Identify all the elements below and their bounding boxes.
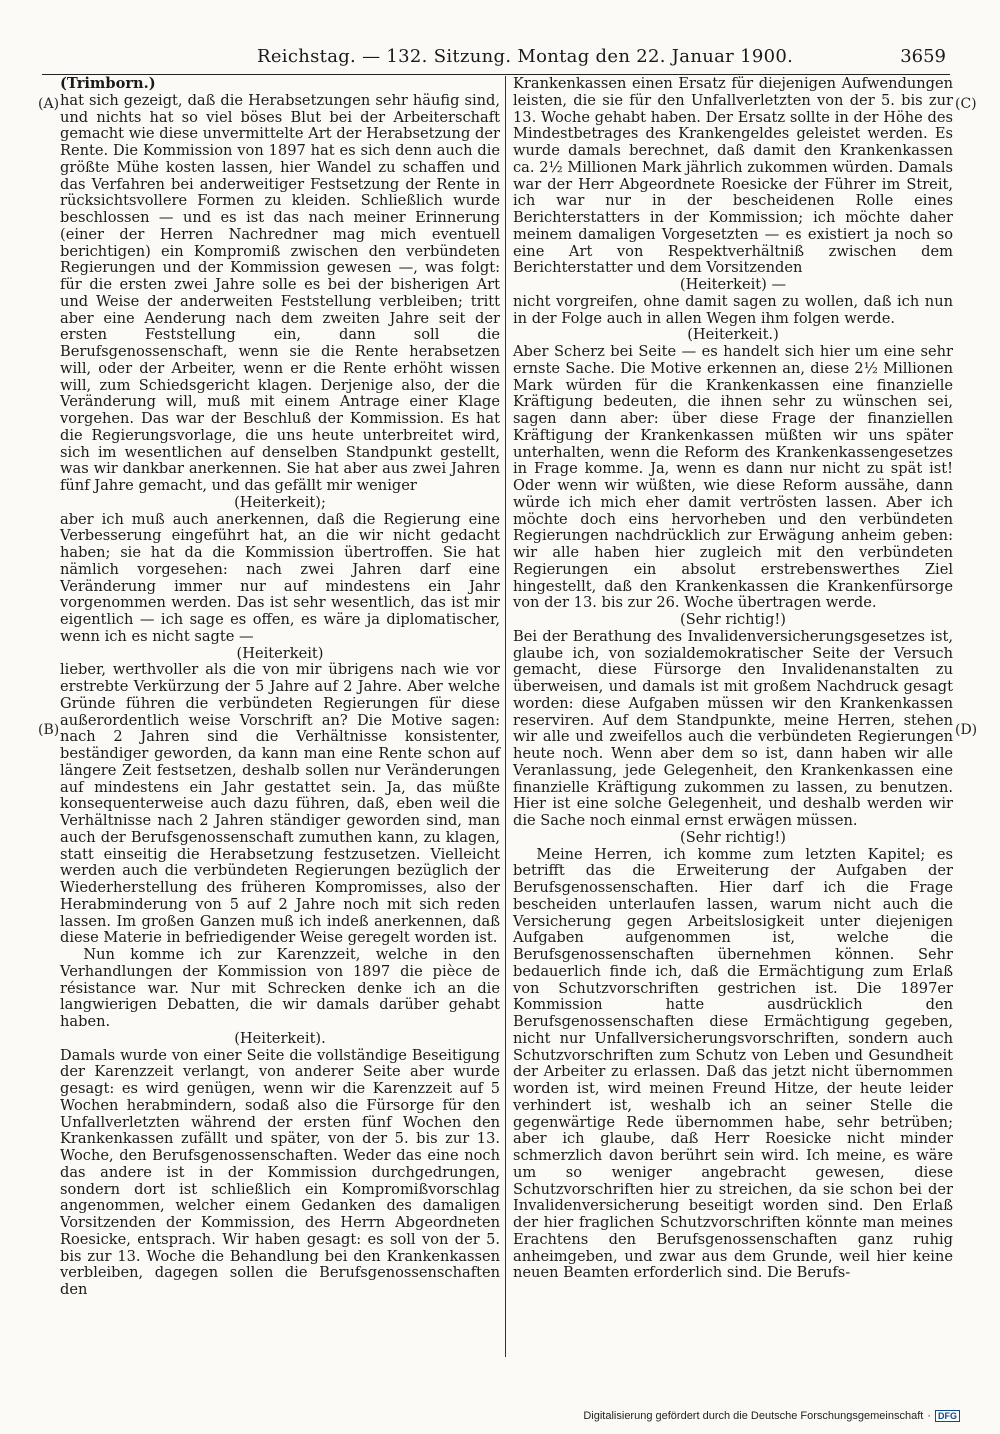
paragraph: Nun komme ich zur Karenzzeit, welche in den Verhandlungen der Kommission von 1897 die pièce de résistance war. Nur mit Schrecken denke ich an die langwierigen Debatten, die wir damals darüber gehabt haben.	[60, 946, 500, 1030]
interjection: (Sehr richtig!)	[680, 611, 786, 628]
page-number: 3659	[900, 46, 946, 67]
margin-marker-d: (D)	[955, 722, 978, 738]
interjection: (Heiterkeit.)	[687, 326, 779, 344]
paragraph: lieber, werthvoller als die von mir übrigens nach wie vor erstrebte Verkürzung der 5 Jahre auf 2 Jahre. Aber welche Gründe führen die verbündeten Regierungen für diese außerordentlich weise Vorschrift an? Die Motive sagen: nach 2 Jahren sind die Verhältnisse konsistenter, beständiger geworden, da kann man eine Rente schon auf längere Zeit festsetzen, deshalb sollen nur Veränderungen auf mindestens ein Jahr gestattet sein. Ja, das müßte konsequenterweise auch dazu führen, daß, eben weil die Verhältnisse nach 2 Jahren ständiger geworden sind, man auch der Berufsgenossenschaft zumuthen kann, zu klagen, statt einseitig die Herabsetzung festzusetzen. Vielleicht werden auch die verbündeten Regierungen bezüglich der Wiederherstellung des früheren Kompromisses, also der Herabminderung von 5 auf 2 Jahre noch mit sich reden lassen. Im großen Ganzen muß ich indeß anerkennen, daß diese Materie in befriedigender Weise geregelt worden ist.	[60, 661, 500, 947]
paragraph: Bei der Berathung des Invalidenversicherungsgesetzes ist, glaube ich, von sozialdemokratischer Seite der Versuch gemacht, diese Fürsorge den Invalidenanstalten zu überweisen, und damals ist mit großem Nachdruck gesagt worden: diese Aufgaben müssen wir den Krankenkassen reserviren. Auf dem Standpunkte, meine Herren, stehen wir alle und zweifellos auch die verbündeten Regierungen heute noch. Wenn aber dem so ist, dann haben wir alle Veranlassung, jede Gelegenheit, den Krankenkassen eine finanzielle Kräftigung zukommen zu lassen, zu benutzen. Hier ist eine solche Gelegenheit, und deshalb werden wir die Sache noch einmal ernst erwägen müssen.	[513, 627, 953, 829]
speaker-name: (Trimborn.)	[60, 75, 156, 92]
paragraph: aber ich muß auch anerkennen, daß die Regierung eine Verbesserung eingeführt hat, an die wir nicht gedacht haben; sie hat da die Kommission übertroffen. Sie hat nämlich vorgesehen: nach zwei Jahren darf eine Veränderung immer nur auf mindestens ein Jahr vorgenommen werden. Das ist sehr wesentlich, das ist mir eigentlich — ich sage es offen, es wäre ja diplomatischer, wenn ich es nicht sagte —	[60, 510, 500, 645]
interjection: (Sehr richtig!)	[680, 828, 786, 846]
credit-text: Digitalisierung gefördert durch die Deutsche Forschungsgemeinschaft	[583, 1410, 924, 1422]
paragraph: Aber Scherz bei Seite — es handelt sich hier um eine sehr ernste Sache. Die Motive erkennen an, diese 2½ Millionen Mark würden für die Krankenkassen eine finanzielle Kräftigung bedeuten, die ihnen sehr zu wünschen sei, sagen dann aber: über diese Frage der finanziellen Kräftigung der Krankenkassen müßten wir uns später unterhalten, wenn die Reform des Krankenkassengesetzes in Frage komme. Ja, wenn es dann nur nicht zu spät ist! Oder wenn wir wüßten, wie diese Reform aussähe, dann würde ich mich eher damit vertrösten lassen. Aber ich möchte doch eins hervorheben und den verbündeten Regierungen nachdrücklich zur Erwägung anheim geben: wir alle haben hier zugleich mit den verbündeten Regierungen ein absolut erstrebenswerthes Ziel hingestellt, daß den Krankenkassen die Krankenfürsorge von der 13. bis zur 26. Woche übertragen werde.	[513, 343, 953, 612]
margin-marker-c: (C)	[955, 96, 977, 112]
paragraph: nicht vorgreifen, ohne damit sagen zu wollen, daß ich nun in der Folge auch in allen Wegen ihm folgen werde.	[513, 292, 953, 327]
right-column	[513, 76, 953, 1282]
page-header	[42, 40, 950, 75]
digitization-credit: Digitalisierung gefördert durch die Deutsche Forschungsgemeinschaft · DFG	[583, 1410, 960, 1422]
margin-marker-b: (B)	[38, 722, 60, 738]
running-head: Reichstag. — 132. Sitzung. Montag den 22. Januar 1900.	[257, 46, 794, 67]
interjection: (Heiterkeit)	[236, 644, 324, 662]
dfg-logo: DFG	[935, 1410, 960, 1422]
margin-marker-a: (A)	[38, 96, 60, 112]
paragraph: Krankenkassen einen Ersatz für diejenigen Aufwendungen leisten, die sie für den Unfallverletzten von der 5. bis zur 13. Woche gehabt haben. Der Ersatz sollte in der Höhe des Mindestbetrages des Krankengeldes geleistet werden. Es wurde damals berechnet, daß damit den Krankenkassen ca. 2½ Millionen Mark jährlich zukommen würden. Damals war der Herr Abgeordnete Roesicke der Führer im Streit, ich war nur in der bescheidenen Rolle eines Berichterstatters in der Kommission; ich möchte daher meinem damaligen Vorgesetzten — es existiert ja noch so eine Art von Respektverhältniß zwischen dem Berichterstatter und dem Vorsitzenden	[513, 75, 953, 277]
paragraph: Meine Herren, ich komme zum letzten Kapitel; es betrifft das die Erweiterung der Aufgaben der Berufsgenossenschaften. Hier darf ich die Frage bescheiden unterlaufen lassen, warum nicht auch die Versicherung gegen Arbeitslosigkeit unter diejenigen Aufgaben aufgenommen ist, welche die Berufsgenossenschaften übernehmen können. Sehr bedauerlich finde ich, daß die Ermächtigung zum Erlaß von Schutzvorschriften gestrichen ist. Die 1897er Kommission hatte ausdrücklich den Berufsgenossenschaften diese Ermächtigung gegeben, nicht nur Unfallversicherungsvorschriften, sondern auch Schutzvorschriften zum Schutz von Leben und Gesundheit der Arbeiter zu erlassen. Daß das jetzt nicht übernommen worden ist, wird meinen Freund Hitze, der heute leider verhindert ist, weshalb ich an seiner Stelle die gegenwärtige Rede übernommen habe, sehr betrüben; aber ich glaube, daß Herr Roesicke nicht minder schmerzlich davon berührt sein wird. Ich meine, es wäre um so weniger angebracht gewesen, diese Schutzvorschriften hier zu streichen, da sie schon bei der Invalidenversicherung beseitigt worden sind. Den Erlaß der hier fraglichen Schutzvorschriften könnte man meines Erachtens den Berufsgenossenschaften ganz ruhig anheimgeben, und zwar aus dem Grunde, weil hier keine neuen Beamten erforderlich sind. Die Berufs-	[513, 845, 953, 1282]
paragraph: Damals wurde von einer Seite die vollständige Beseitigung der Karenzzeit verlangt, von anderer Seite aber wurde gesagt: es wird genügen, wenn wir die Karenzzeit auf 5 Wochen herabmindern, sodaß also die Fürsorge für den Unfallverletzten während der ersten fünf Wochen den Krankenkassen zufällt und später, von der 5. bis zur 13. Woche, den Berufsgenossenschaften. Weder das eine noch das andere ist in der Kommission durchgedrungen, sondern dort ist schließlich ein Kompromißvorschlag angenommen, welcher einem Gedanken des damaligen Vorsitzenden der Kommission, des Herrn Abgeordneten Roesicke, entsprach. Wir haben gesagt: es soll von der 5. bis zur 13. Woche die Behandlung bei den Krankenkassen verbleiben, dagegen sollen die Berufsgenossenschaften den	[60, 1046, 500, 1298]
paragraph: hat sich gezeigt, daß die Herabsetzungen sehr häufig sind, und nichts hat so viel böses Blut bei der Arbeiterschaft gemacht wie diese unvermittelte Art der Herabsetzung der Rente. Die Kommission von 1897 hat es sich denn auch die größte Mühe kosten lassen, hier Wandel zu schaffen und das Verfahren bei anderweitiger Festsetzung der Rente in rücksichtsvollere Formen zu kleiden. Schließlich wurde beschlossen — und es ist das nach meiner Erinnerung (einer der Herren Nachredner mag mich eventuell berichtigen) ein Kompromiß zwischen den verbündeten Regierungen und der Kommission gewesen —, was folgt: für die ersten zwei Jahre solle es bei der bisherigen Art und Weise der anderweiten Feststellung verbleiben; tritt aber eine Aenderung nach dem zweiten Jahre seit der ersten Feststellung ein, dann soll die Berufsgenossenschaft, wenn sie die Rente herabsetzen will, oder der Arbeiter, wenn er die Rente erhöht wissen will, zum Schiedsgericht klagen. Derjenige also, der die Veränderung will, muß mit einem Antrage einer Klage vorgehen. Das war der Beschluß der Kommission. Es hat die Regierungsvorlage, die uns heute unterbreitet wird, sich im wesentlichen auf denselben Standpunkt gestellt, was wir dankbar anerkennen. Sie hat aber aus zwei Jahren fünf Jahre gemacht, und das gefällt mir weniger	[60, 91, 500, 494]
column-divider	[505, 76, 506, 1357]
left-column	[60, 76, 500, 1299]
interjection: (Heiterkeit).	[234, 1029, 326, 1047]
interjection: (Heiterkeit) —	[679, 276, 787, 293]
interjection: (Heiterkeit);	[234, 493, 326, 511]
